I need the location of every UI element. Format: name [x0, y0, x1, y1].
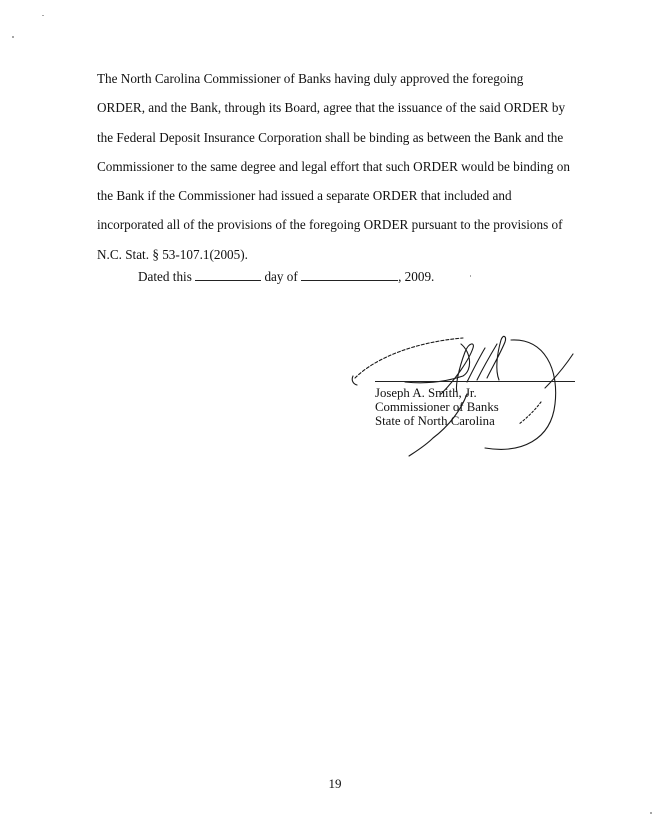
scan-speck	[470, 275, 471, 277]
signatory-office: State of North Carolina	[375, 414, 495, 428]
day-blank	[195, 269, 261, 281]
body-paragraph	[97, 64, 577, 269]
body-line: The North Carolina Commissioner of Banks having duly approved the foregoing	[97, 71, 524, 86]
body-line: the Bank if the Commissioner had issued a separate ORDER that included and	[97, 188, 512, 204]
body-line: the Federal Deposit Insurance Corporation shall be binding as between the Bank and the	[97, 129, 564, 145]
signature-block	[375, 381, 575, 428]
dated-suffix: , 2009.	[398, 269, 435, 284]
signatory-name: Joseph A. Smith, Jr.	[375, 386, 477, 400]
body-line: incorporated all of the provisions of the foregoing ORDER pursuant to the provisions of	[97, 217, 563, 233]
dated-middle: day of	[264, 269, 298, 284]
signatory-title: Commissioner of Banks	[375, 400, 499, 414]
scan-speck	[650, 812, 652, 814]
dated-line	[138, 269, 434, 285]
month-blank	[301, 269, 398, 281]
body-line: N.C. Stat. § 53-107.1(2005).	[97, 246, 248, 262]
scan-speck	[42, 15, 44, 16]
page-number: 19	[328, 776, 342, 791]
body-line: ORDER, and the Bank, through its Board, agree that the issuance of the said ORDER by	[97, 100, 566, 116]
scan-speck	[12, 36, 14, 38]
dated-prefix: Dated this	[138, 269, 192, 284]
body-line: Commissioner to the same degree and legal effort that such ORDER would be binding on	[97, 158, 570, 174]
